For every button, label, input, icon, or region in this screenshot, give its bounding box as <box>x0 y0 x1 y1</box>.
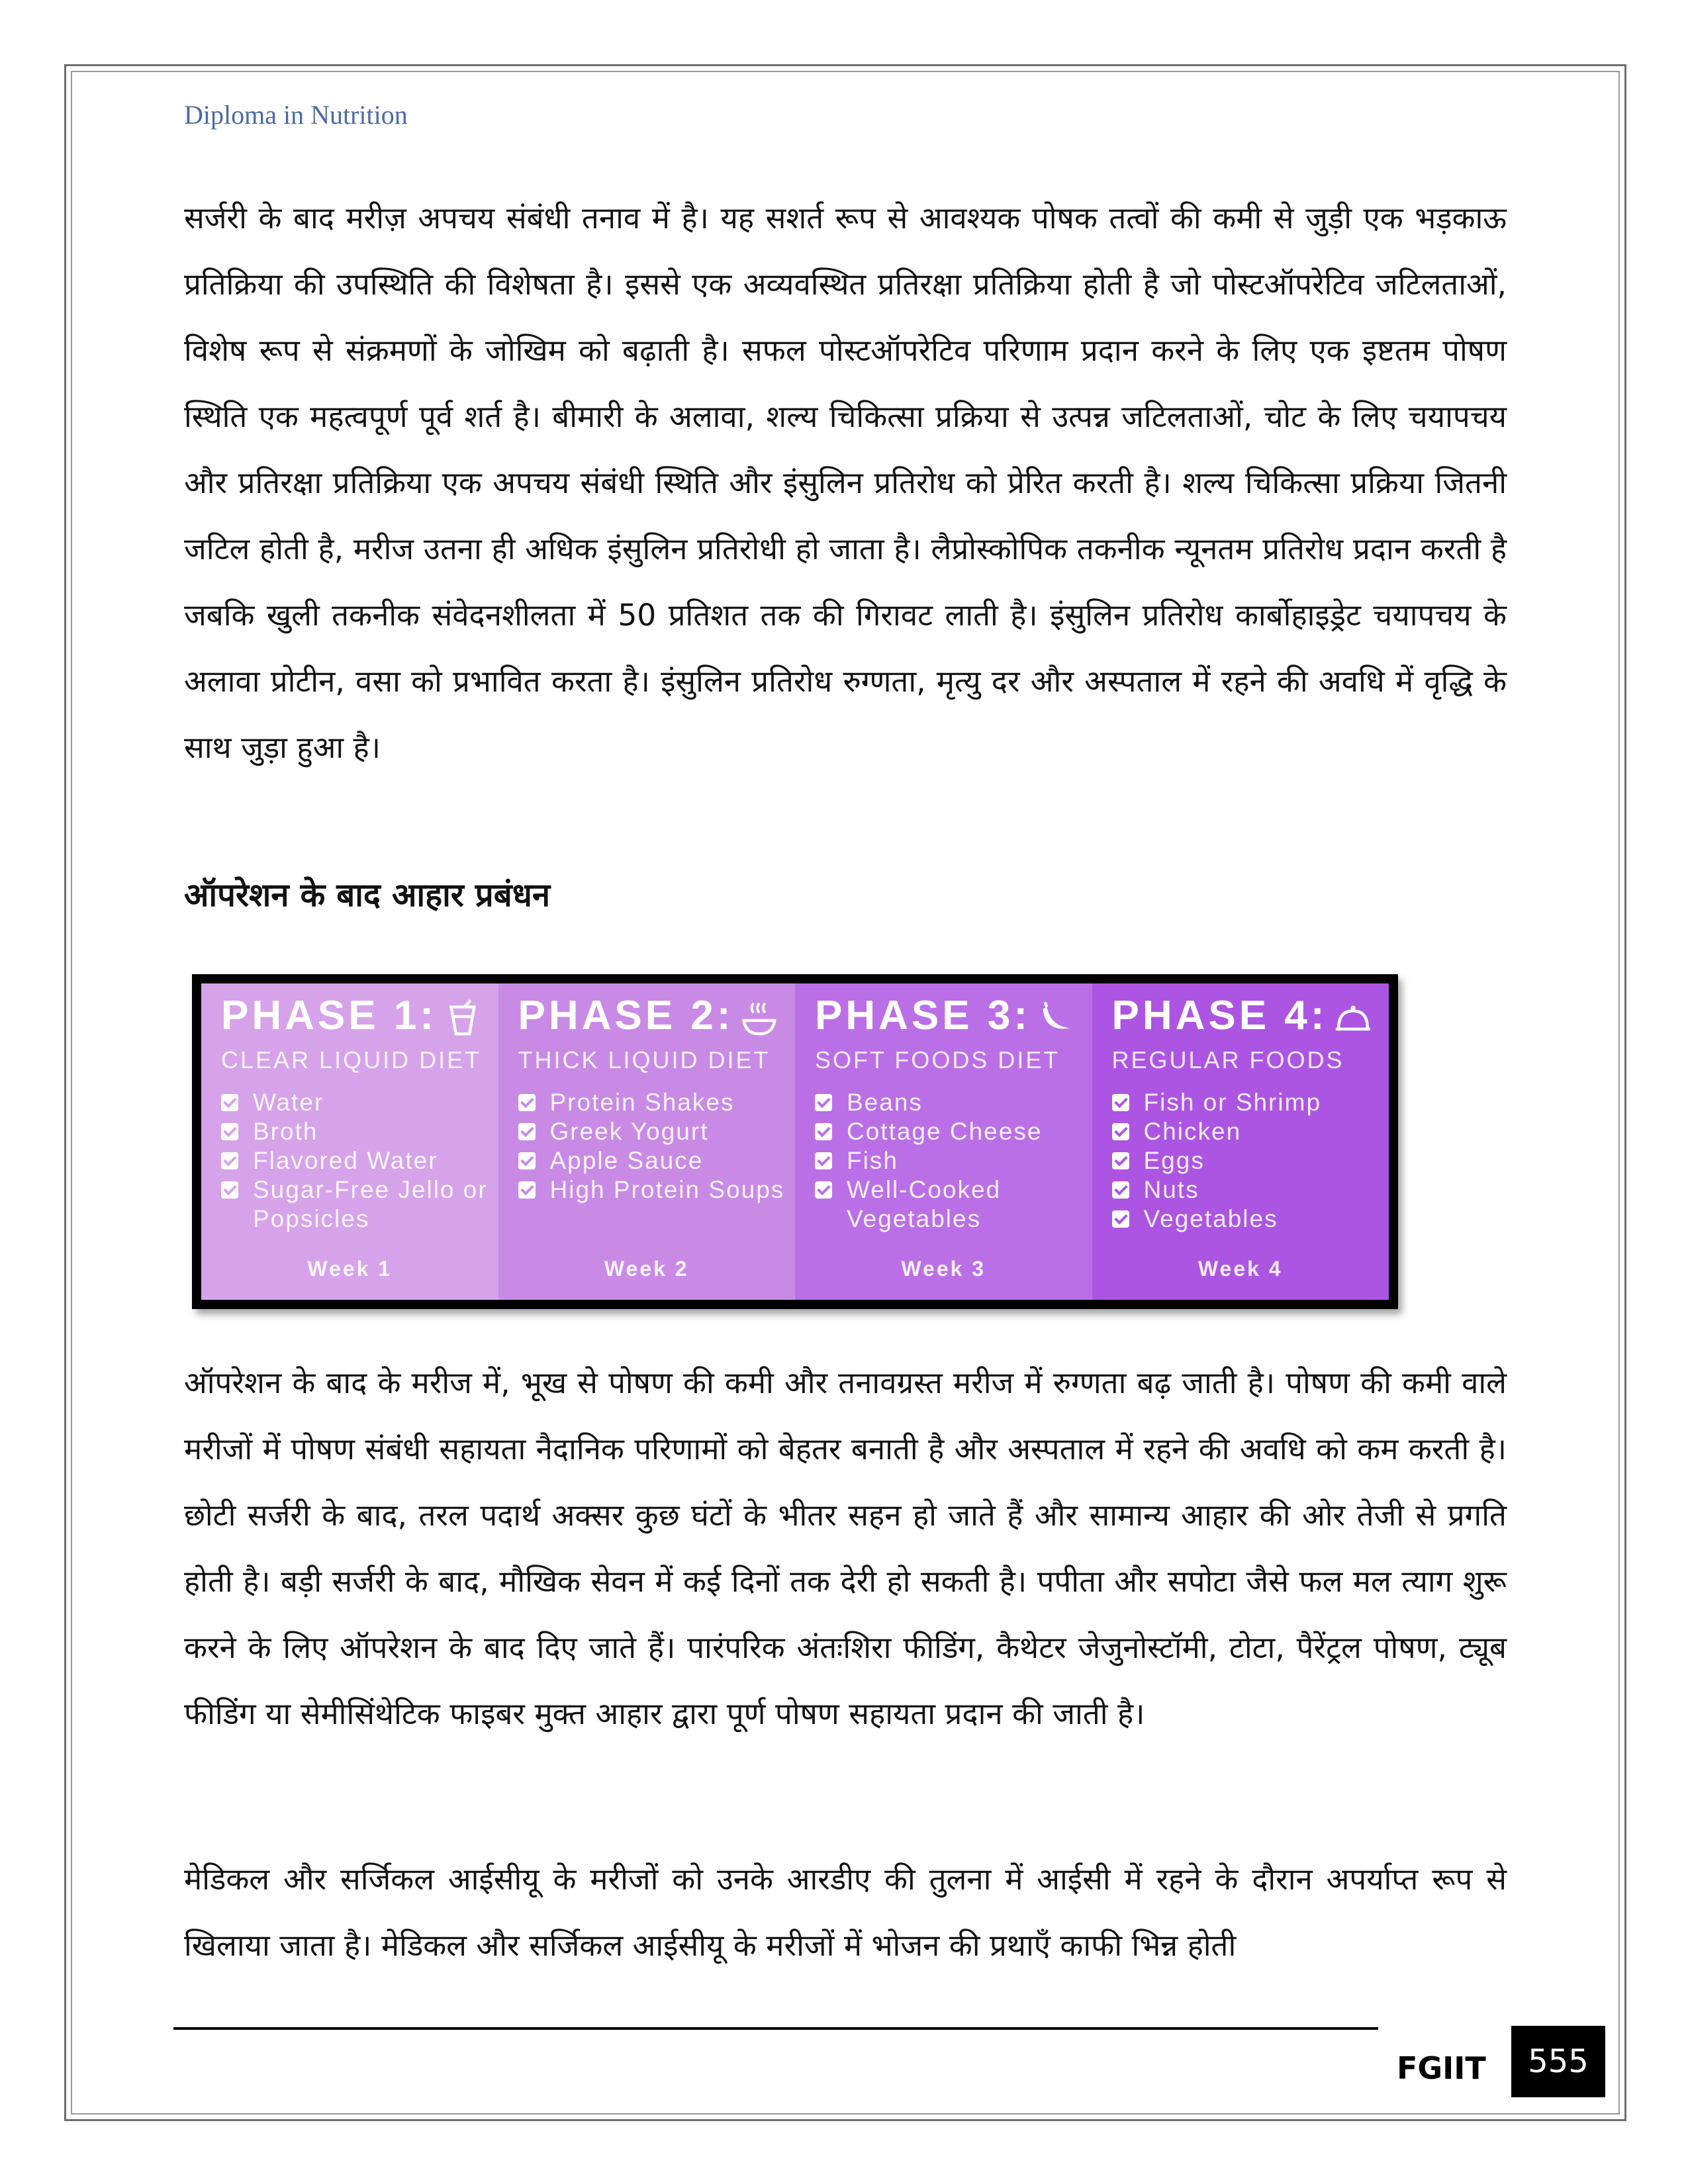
checkbox-icon <box>518 1181 536 1199</box>
checkbox-icon <box>1112 1123 1129 1140</box>
page-number: 555 <box>1511 2026 1605 2097</box>
checkbox-icon <box>1112 1152 1129 1169</box>
list-item: Protein Shakes <box>518 1088 785 1117</box>
phase-title <box>815 995 1076 1038</box>
checkbox-icon <box>221 1123 238 1140</box>
diet-phases-figure <box>192 974 1398 1309</box>
checkbox-icon <box>815 1181 832 1199</box>
body-paragraph-3: मेडिकल और सर्जिकल आईसीयू के मरीजों को उनके आरडीए की तुलना में आईसी में रहने के दौरान अपर्याप्त रूप से खिलाया जाता है। मेडिकल और सर्जिकल आईसीयू के मरीजों में भोजन की प्रथाएँ काफी भिन्न होती <box>184 1862 1507 1963</box>
checkbox-icon <box>815 1094 832 1111</box>
phase-1-panel <box>201 983 498 1300</box>
phase-week-label: Week 1 <box>307 1257 393 1281</box>
checkbox-icon <box>221 1094 238 1111</box>
list-item: Flavored Water <box>221 1146 498 1175</box>
list-item: Eggs <box>1112 1146 1322 1175</box>
phase-subtitle: CLEAR LIQUID DIET <box>221 1046 482 1073</box>
list-item: Beans <box>815 1088 1092 1117</box>
phase-item-list <box>221 1088 498 1234</box>
running-header: Diploma in Nutrition <box>184 100 408 130</box>
phase-week-label: Week 4 <box>1197 1257 1283 1281</box>
list-item: Vegetables <box>1112 1205 1322 1234</box>
checkbox-icon <box>1112 1181 1129 1199</box>
checkbox-icon <box>518 1123 536 1140</box>
phase-3-panel <box>795 983 1092 1300</box>
footer-divider <box>173 2027 1378 2030</box>
phase-title <box>518 995 779 1038</box>
body-paragraph-1: सर्जरी के बाद मरीज़ अपचय संबंधी तनाव में है। यह सशर्त रूप से आवश्यक पोषक तत्वों की कमी से जुड़ी एक भड़काऊ प्रतिक्रिया की उपस्थिति की विशेषता है। इससे एक अव्यवस्थित प्रतिरक्षा प्रतिक्रिया होती है जो पोस्टऑपरेटिव जटिलताओं, विशेष रूप से संक्रमणों के जोखिम को बढ़ाती है। सफल पोस्टऑपरेटिव परिणाम प्रदान करने के लिए एक इष्टतम पोषण स्थिति एक महत्वपूर्ण पूर्व शर्त है। बीमारी के अलावा, शल्य चिकित्सा प्रक्रिया से उत्पन्न जटिलताओं, चोट के लिए चयापचय और प्रतिरक्षा प्रतिक्रिया एक अपचय संबंधी स्थिति और इंसुलिन प्रतिरोध को प्रेरित करती है। शल्य चिकित्सा प्रक्रिया जितनी जटिल होती है, मरीज उतना ही अधिक इंसुलिन प्रतिरोधी हो जाता है। लैप्रोस्कोपिक तकनीक न्यूनतम प्रतिरोध प्रदान करती है जबकि खुली तकनीक संवेदनशीलता में 50 प्रतिशत तक की गिरावट लाती है। इंसुलिन प्रतिरोध कार्बोहाइड्रेट चयापचय के अलावा प्रोटीन, वसा को प्रभावित करता है। इंसुलिन प्रतिरोध रुग्णता, मृत्यु दर और अस्पताल में रहने की अवधि में वृद्धि के साथ जुड़ा हुआ है। <box>184 201 1507 765</box>
checkbox-icon <box>1112 1210 1129 1228</box>
list-item: Broth <box>221 1117 498 1146</box>
checkbox-icon <box>1112 1094 1129 1111</box>
phase-item-list <box>815 1088 1092 1234</box>
phase-subtitle: REGULAR FOODS <box>1111 1046 1344 1073</box>
checkbox-icon <box>518 1152 536 1169</box>
phase-title <box>1112 995 1373 1038</box>
checkbox-icon <box>815 1152 832 1169</box>
cloche-icon <box>1334 999 1372 1038</box>
body-paragraph-2: ऑपरेशन के बाद के मरीज में, भूख से पोषण की कमी और तनावग्रस्त मरीज में रुग्णता बढ़ जाती है। पोषण की कमी वाले मरीजों में पोषण संबंधी सहायता नैदानिक परिणामों को बेहतर बनाती है और अस्पताल में रहने की अवधि को कम करती है।छोटी सर्जरी के बाद, तरल पदार्थ अक्सर कुछ घंटों के भीतर सहन हो जाते हैं और सामान्य आहार की ओर तेजी से प्रगति होती है। बड़ी सर्जरी के बाद, मौखिक सेवन में कई दिनों तक देरी हो सकती है। पपीता और सपोटा जैसे फल मल त्याग शुरू करने के लिए ऑपरेशन के बाद दिए जाते हैं। पारंपरिक अंतःशिरा फीडिंग, कैथेटर जेजुनोस्टॉमी, टोटा, पैरेंट्रल पोषण, ट्यूब फीडिंग या सेमीसिंथेटिक फाइबर मुक्त आहार द्वारा पूर्ण पोषण सहायता प्रदान की जाती है। <box>184 1365 1507 1731</box>
phase-item-list <box>1112 1088 1322 1234</box>
list-item: Greek Yogurt <box>518 1117 785 1146</box>
list-item: Chicken <box>1112 1117 1322 1146</box>
checkbox-icon <box>815 1123 832 1140</box>
phase-subtitle: THICK LIQUID DIET <box>518 1046 771 1073</box>
banana-icon <box>1037 999 1076 1038</box>
phase-2-panel <box>498 983 796 1300</box>
list-item: Fish or Shrimp <box>1112 1088 1322 1117</box>
phase-item-list <box>518 1088 785 1205</box>
phase-week-label: Week 2 <box>604 1257 689 1281</box>
checkbox-icon <box>221 1181 238 1199</box>
phase-title-text: PHASE 3: <box>815 993 1031 1038</box>
list-item: Water <box>221 1088 498 1117</box>
phase-title-text: PHASE 1: <box>221 993 437 1038</box>
checkbox-icon <box>518 1094 536 1111</box>
phase-subtitle: SOFT FOODS DIET <box>815 1046 1060 1073</box>
list-item: Nuts <box>1112 1175 1322 1205</box>
phase-title-text: PHASE 2: <box>518 993 734 1038</box>
list-item: Sugar-Free Jello or Popsicles <box>221 1175 498 1234</box>
list-item: Well-Cooked Vegetables <box>815 1175 1092 1234</box>
checkbox-icon <box>221 1152 238 1169</box>
list-item: High Protein Soups <box>518 1175 785 1205</box>
list-item: Fish <box>815 1146 1092 1175</box>
cup-icon <box>444 999 482 1038</box>
phase-4-panel <box>1092 983 1389 1300</box>
phase-title <box>221 995 482 1038</box>
phase-week-label: Week 3 <box>901 1257 986 1281</box>
list-item: Cottage Cheese <box>815 1117 1092 1146</box>
phase-title-text: PHASE 4: <box>1111 993 1328 1038</box>
footer-brand: FGIIT <box>1397 2050 1486 2086</box>
soup-bowl-icon <box>740 999 778 1038</box>
section-heading: ऑपरेशन के बाद आहार प्रबंधन <box>184 876 551 914</box>
list-item: Apple Sauce <box>518 1146 785 1175</box>
